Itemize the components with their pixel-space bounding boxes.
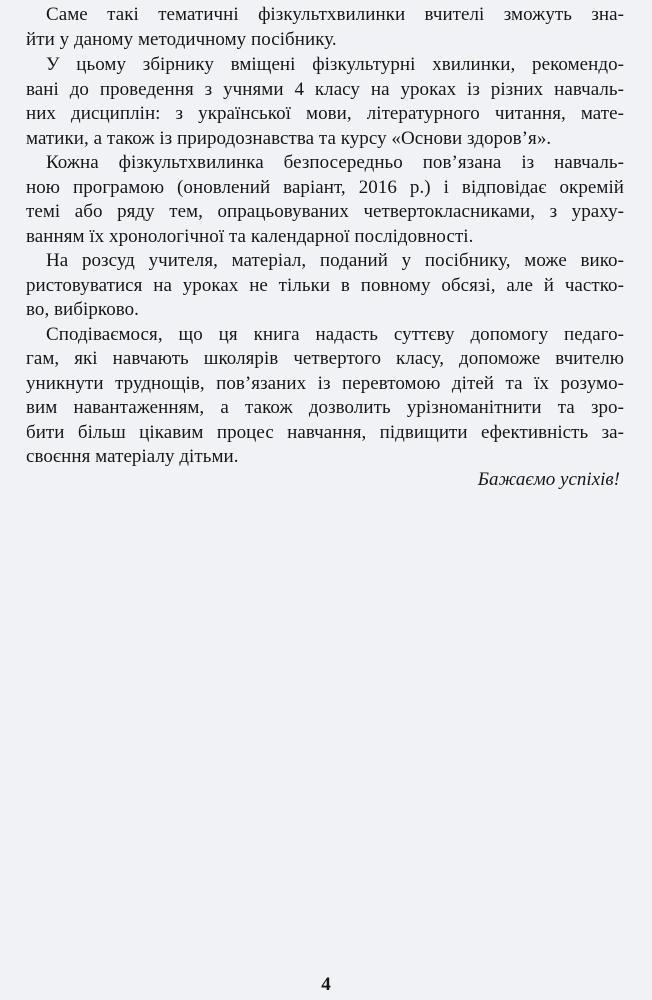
paragraph-line: вим навантаженням, а також дозволить урізноманітнити та зро- <box>26 397 624 418</box>
paragraph-line: гам, які навчають школярів четвертого класу, допоможе вчителю <box>26 348 624 369</box>
paragraph-line: Сподіваємося, що ця книга надасть суттєву допомогу педаго- <box>46 324 624 345</box>
paragraph-line: На розсуд учителя, матеріал, поданий у посібнику, може вико- <box>46 250 624 271</box>
paragraph-line: вані до проведення з учнями 4 класу на уроках із різних навчаль- <box>26 79 624 100</box>
paragraph-line: Саме такі тематичні фізкультхвилинки вчителі зможуть зна- <box>46 4 624 25</box>
paragraph-line: бити більш цікавим процес навчання, підвищити ефективність за- <box>26 422 624 443</box>
paragraph-line: уникнути труднощів, пов’язаних із перевтомою дітей та їх розумо- <box>26 373 624 394</box>
paragraph-line: ною програмою (оновлений варіант, 2016 р.) і відповідає окремій <box>26 177 624 198</box>
paragraph-line: матики, а також із природознавства та курсу «Основи здоров’я». <box>26 128 552 149</box>
closing-wish: Бажаємо успіхів! <box>477 469 620 490</box>
paragraph-line: них дисциплін: з української мови, літературного читання, мате- <box>26 103 624 124</box>
paragraph-line: своєння матеріалу дітьми. <box>26 446 239 467</box>
paragraph-line: У цьому збірнику вміщені фізкультурні хвилинки, рекомендо- <box>46 54 624 75</box>
paragraph-line: во, вибірково. <box>26 299 139 320</box>
paragraph-line: Кожна фізкультхвилинка безпосередньо пов’язана із навчаль- <box>46 152 624 173</box>
paragraph-line: ристовуватися на уроках не тільки в повному обсязі, але й частко- <box>26 275 624 296</box>
paragraph-line: темі або ряду тем, опрацьовуваних четвертокласниками, з ураху- <box>26 201 624 222</box>
paragraph-line: йти у даному методичному посібнику. <box>26 29 337 50</box>
page-number: 4 <box>321 974 331 995</box>
paragraph-line: ванням їх хронологічної та календарної послідовності. <box>26 226 474 247</box>
